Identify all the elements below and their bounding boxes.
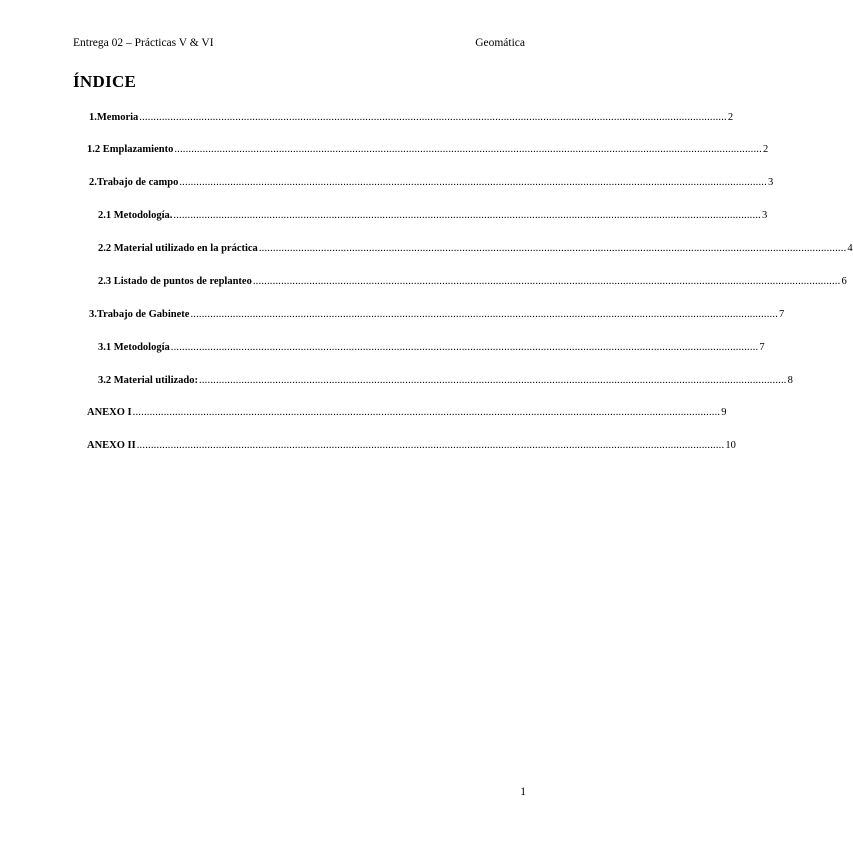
toc-dot-leader: ................................................................................................................................................................................................................ [190, 309, 779, 320]
toc-entry-page: 7 [779, 309, 785, 320]
toc-entry-label: 1.2 Emplazamiento [87, 144, 174, 155]
toc-entry-label: Memoria [96, 112, 139, 123]
toc-dot-leader: ................................................................................................................................................................................................................ [136, 440, 725, 451]
toc-dot-leader: ................................................................................................................................................................................................................ [139, 112, 727, 123]
toc-entry-metodologia-3-1[interactable] [98, 341, 765, 354]
page-title: ÍNDICE [73, 72, 137, 91]
toc-entry-label: 3.2 Material utilizado: [98, 375, 199, 386]
toc-entry-page: 3 [761, 210, 768, 221]
toc-entry-anexo-i[interactable] [87, 406, 727, 419]
toc-entry-page: 3 [767, 177, 774, 188]
toc-entry-page: 2 [727, 112, 734, 123]
toc-entry-emplazamiento[interactable] [87, 143, 769, 156]
toc-entry-page: 6 [841, 276, 847, 287]
toc-entry-page: 7 [759, 342, 765, 353]
header-subject: Geomática [475, 37, 525, 49]
toc-entry-label: ANEXO II [87, 440, 136, 451]
toc-dot-leader: ................................................................................................................................................................................................................ [258, 243, 847, 254]
toc-dot-leader: ................................................................................................................................................................................................................ [252, 276, 841, 287]
toc-entry-anexo-ii[interactable] [87, 439, 736, 452]
header-document-title: Entrega 02 – Prácticas V & VI [73, 37, 214, 49]
toc-entry-trabajo-de-gabinete[interactable] [89, 308, 785, 321]
toc-entry-material-practica[interactable] [98, 242, 853, 255]
toc-entry-label: 2.3 Listado de puntos de replanteo [98, 276, 252, 287]
toc-entry-page: 9 [721, 407, 727, 418]
toc-entry-label: 2.1 Metodología. [98, 210, 173, 221]
toc-entry-page: 2 [762, 144, 769, 155]
toc-dot-leader: ................................................................................................................................................................................................................ [170, 342, 759, 353]
toc-entry-number: 3. [89, 309, 97, 320]
page-number: 1 [520, 786, 526, 798]
toc-entry-page: 8 [787, 375, 793, 386]
toc-dot-leader: ................................................................................................................................................................................................................ [179, 177, 767, 188]
toc-dot-leader: ................................................................................................................................................................................................................ [132, 407, 721, 418]
toc-entry-number: 1. [89, 112, 97, 123]
toc-entry-number: 2. [89, 177, 97, 188]
toc-entry-metodologia-2-1[interactable] [98, 209, 768, 222]
toc-dot-leader: ................................................................................................................................................................................................................ [173, 210, 761, 221]
toc-entry-page: 10 [725, 440, 736, 451]
toc-entry-label: 3.1 Metodología [98, 342, 170, 353]
toc-entry-material-utilizado[interactable] [98, 374, 793, 387]
toc-entry-trabajo-de-campo[interactable] [89, 176, 774, 189]
toc-entry-memoria[interactable] [89, 111, 734, 124]
toc-entry-label: 2.2 Material utilizado en la práctica [98, 243, 258, 254]
toc-entry-label: ANEXO I [87, 407, 132, 418]
toc-dot-leader: ................................................................................................................................................................................................................ [174, 144, 762, 155]
toc-dot-leader: ................................................................................................................................................................................................................ [199, 375, 787, 386]
toc-entry-page: 4 [847, 243, 853, 254]
toc-entry-label: Trabajo de campo [96, 177, 179, 188]
toc-entry-listado-replanteo[interactable] [98, 275, 847, 288]
toc-entry-label: Trabajo de Gabinete [96, 309, 190, 320]
